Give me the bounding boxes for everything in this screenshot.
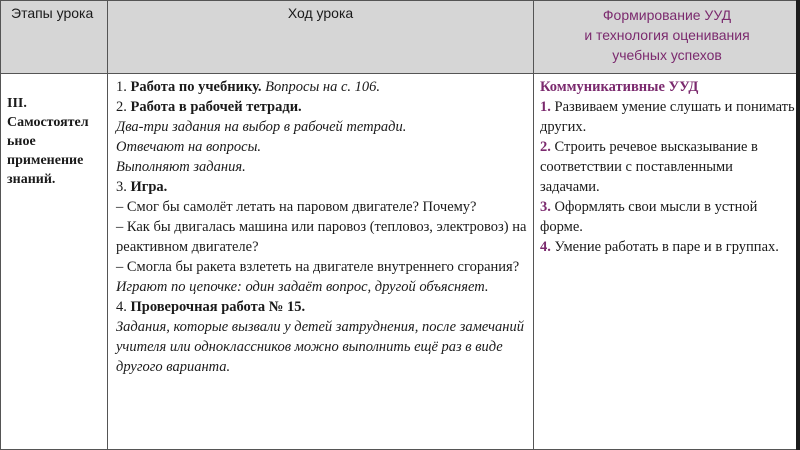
body-row: [1, 74, 800, 450]
stage-line-3: ьное: [7, 134, 36, 149]
header-stages: Этапы урока: [1, 1, 108, 74]
course-item-2-line-1: Два-три задания на выбор в рабочей тетради.: [116, 119, 407, 135]
uud-item-1: 1. Развиваем умение слушать и понимать других.: [540, 99, 795, 135]
header-uud: [534, 1, 800, 74]
uud-cell: [534, 74, 800, 450]
uud-item-4: 4. Умение работать в паре и в группах.: [540, 239, 779, 255]
stage-line-2: Самостоятел: [7, 115, 89, 130]
header-uud-line-3: учебных успехов: [612, 47, 722, 63]
course-item-2: 2. Работа в рабочей тетради.: [116, 99, 302, 115]
game-note: Играют по цепочке: один задаёт вопрос, другой объясняет.: [116, 279, 489, 295]
course-item-2-line-2: Отвечают на вопросы.: [116, 139, 262, 155]
course-item-4: 4. Проверочная работа № 15.: [116, 299, 306, 315]
stage-cell: [1, 74, 108, 450]
game-question-2: – Как бы двигалась машина или паровоз (тепловоз, электровоз) на реактивном двигателе?: [116, 219, 527, 255]
stage-line-1: III.: [7, 96, 27, 111]
uud-title: Коммуникативные УУД: [540, 79, 699, 95]
course-cell: [108, 74, 534, 450]
stage-line-4: применение: [7, 153, 84, 168]
test-note: Задания, которые вызвали у детей затруднения, после замечаний учителя или одноклассников можно выполнить ещё раз в виде другого варианта.: [116, 319, 524, 375]
course-item-1: 1. Работа по учебнику. Вопросы на с. 106.: [116, 79, 381, 95]
game-question-3: – Смогла бы ракета взлететь на двигателе внутреннего сгорания?: [116, 259, 520, 275]
course-item-2-line-3: Выполняют задания.: [116, 159, 246, 175]
right-edge-strip: [796, 0, 800, 450]
uud-item-3: 3. Оформлять свои мысли в устной форме.: [540, 199, 758, 235]
header-row: [1, 1, 800, 74]
header-uud-line-1: Формирование УУД: [602, 7, 732, 23]
uud-item-2: 2. Строить речевое высказывание в соответствии с поставленными задачами.: [540, 139, 758, 195]
header-uud-line-2: и технология оценивания: [584, 27, 750, 43]
course-item-3: 3. Игра.: [116, 179, 168, 195]
header-course: Ход урока: [108, 1, 534, 74]
stage-line-5: знаний.: [7, 172, 56, 187]
game-question-1: – Смог бы самолёт летать на паровом двигателе? Почему?: [116, 199, 477, 215]
